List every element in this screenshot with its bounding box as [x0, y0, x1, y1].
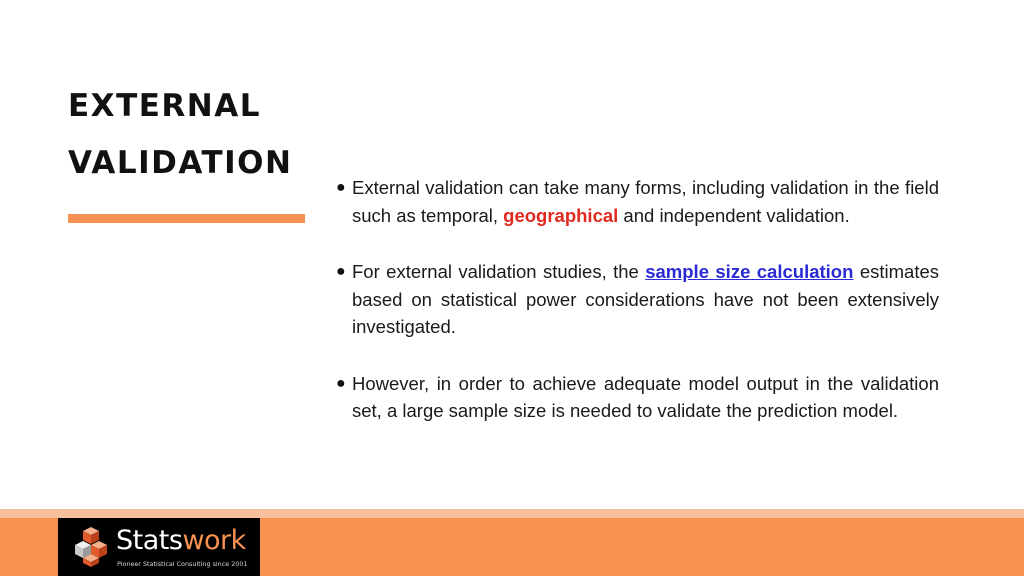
statswork-logo[interactable]	[58, 518, 260, 576]
logo-name-work: work	[182, 525, 246, 556]
bullet-dot-icon: ●	[336, 179, 346, 196]
bullet-text: and independent validation.	[618, 204, 850, 226]
footer-stripe	[0, 509, 1024, 518]
logo-name	[116, 524, 246, 558]
highlight-geographical: geographical	[503, 204, 619, 226]
bullet-item	[336, 258, 939, 341]
bullet-dot-icon: ●	[336, 263, 346, 280]
bullet-text: However, in order to achieve adequate model output in the validation set, a large sample size is needed to validate the prediction model.	[352, 372, 939, 421]
title-line-1: EXTERNAL	[68, 88, 261, 124]
bullet-item	[336, 370, 939, 425]
logo-tagline: Pioneer Statistical Consulting since 2001	[117, 560, 248, 568]
bullet-dot-icon: ●	[336, 374, 346, 392]
title-line-2: VALIDATION	[68, 145, 293, 181]
bullet-text: For external validation studies, the	[352, 261, 646, 282]
sample-size-calculation-link[interactable]: sample size calculation	[645, 261, 854, 282]
bullet-text: estimates based on statistical power considerations have not been extensively investigated.	[352, 261, 939, 337]
title-underline	[68, 214, 305, 223]
cubes-icon	[70, 526, 112, 568]
bullet-text: External validation can take many forms, including validation in the field such as temporal,	[352, 177, 939, 226]
bullet-list	[336, 174, 939, 454]
page-title	[68, 78, 292, 192]
bullet-item	[336, 174, 939, 229]
logo-name-stats: Stats	[116, 525, 183, 556]
